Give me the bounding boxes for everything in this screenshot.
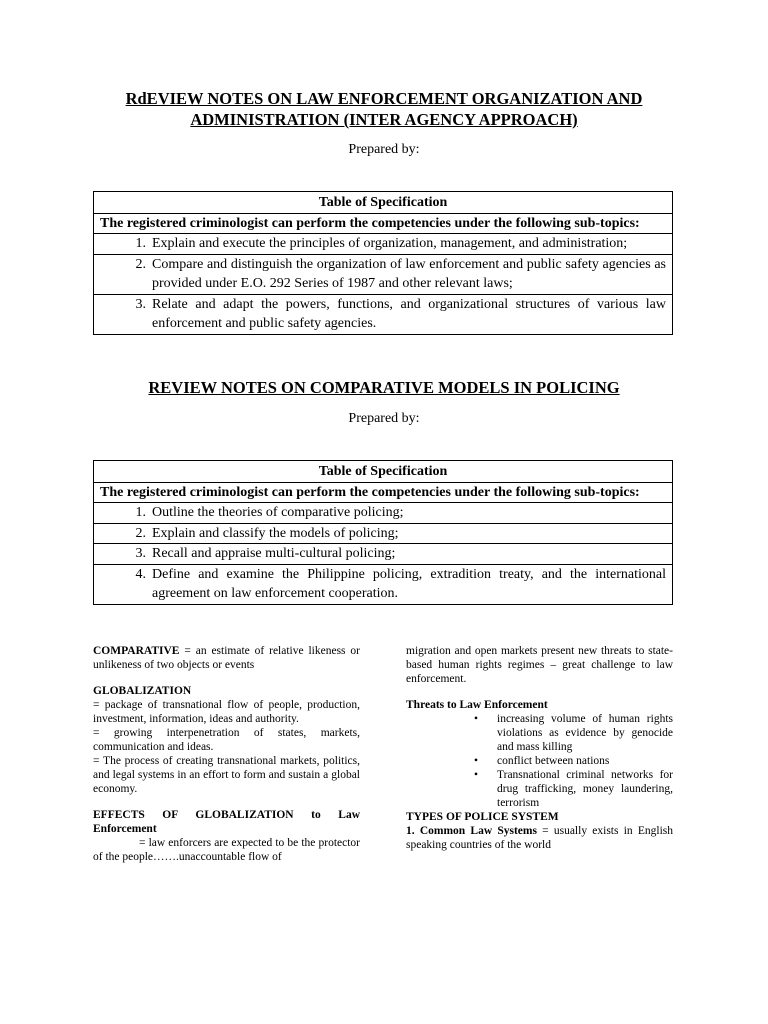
list-item: • Transnational criminal networks for drug trafficking, money laundering, terrorism [472, 768, 673, 810]
common-law-text: = usually exists in English speaking countries of the world [406, 825, 673, 851]
effects-text: = law enforcers are expected to be the protector of the people…….unaccountable flow of [93, 837, 360, 863]
section2-table-heading: Table of Specification [94, 461, 673, 483]
section1-prepared-by: Prepared by: [348, 142, 420, 157]
item-text: Define and examine the Philippine policing, extradition treaty, and the international agreement on law enforcement cooperation. [152, 566, 666, 601]
common-law-paragraph [406, 824, 673, 852]
item-text: Outline the theories of comparative policing; [152, 505, 404, 520]
item-number: 2. [135, 256, 146, 272]
item-number: 1. [135, 505, 146, 520]
left-column [93, 644, 360, 864]
table-row [94, 503, 673, 524]
list-item: • increasing volume of human rights violations as evidence by genocide and mass killing [472, 712, 673, 754]
common-law-label: 1. Common Law Systems [406, 825, 537, 837]
list-item: • conflict between nations [472, 754, 673, 768]
item-number: 1. [135, 236, 146, 251]
item-number: 3. [135, 296, 146, 312]
continuation-text: migration and open markets present new threats to state-based human rights regimes – great challenge to law enforcement. [406, 645, 673, 685]
table-row [94, 234, 673, 255]
comparative-def: = an estimate of relative likeness or unlikeness of two objects or events [93, 645, 360, 671]
item-text: Recall and appraise multi-cultural policing; [152, 546, 396, 561]
item-text: Explain and classify the models of policing; [152, 525, 399, 541]
section1-title [90, 88, 678, 130]
table-row [94, 544, 673, 565]
table-row [94, 294, 673, 334]
threats-heading: Threats to Law Enforcement [406, 699, 548, 711]
types-heading: TYPES OF POLICE SYSTEM [406, 811, 559, 823]
table-row [94, 564, 673, 604]
section2-title: REVIEW NOTES ON COMPARATIVE MODELS IN POLICING [148, 378, 620, 397]
section1-table-intro: The registered criminologist can perform the competencies under the following sub-topics: [94, 213, 673, 234]
globalization-def: = The process of creating transnational markets, politics, and legal systems in an effort to form and sustain a global economy. [93, 755, 360, 795]
item-text: Relate and adapt the powers, functions, and organizational structures of various law enforcement and public safety agencies. [152, 296, 666, 331]
item-number: 4. [135, 566, 146, 582]
globalization-def: = package of transnational flow of people, production, investment, information, ideas and authority. [93, 699, 360, 725]
item-number: 2. [135, 525, 146, 541]
section2-table-intro: The registered criminologist can perform the competencies under the following sub-topics: [94, 482, 673, 503]
section2-spec-table [93, 460, 673, 605]
right-column [406, 644, 673, 852]
globalization-heading: GLOBALIZATION [93, 685, 192, 697]
item-text: Explain and execute the principles of organization, management, and administration; [152, 236, 628, 251]
globalization-def: = growing interpenetration of states, markets, communication and ideas. [93, 727, 360, 753]
section2-prepared-by: Prepared by: [348, 411, 420, 426]
comparative-definition [93, 644, 360, 672]
effects-heading: EFFECTS OF GLOBALIZATION to Law Enforcement [93, 809, 360, 835]
table-row [94, 254, 673, 294]
threats-list [472, 712, 673, 810]
comparative-term: COMPARATIVE [93, 645, 180, 657]
section1-table-heading: Table of Specification [94, 192, 673, 214]
section1-title-line1: RdEVIEW NOTES ON LAW ENFORCEMENT ORGANIZATION AND [125, 89, 643, 108]
item-number: 3. [135, 546, 146, 561]
section1-title-line2: ADMINISTRATION (INTER AGENCY APPROACH) [190, 110, 578, 129]
section1-spec-table [93, 191, 673, 335]
table-row [94, 523, 673, 544]
item-text: Compare and distinguish the organization of law enforcement and public safety agencies as provided under E.O. 292 Series of 1987 and other relevant laws; [152, 256, 666, 291]
